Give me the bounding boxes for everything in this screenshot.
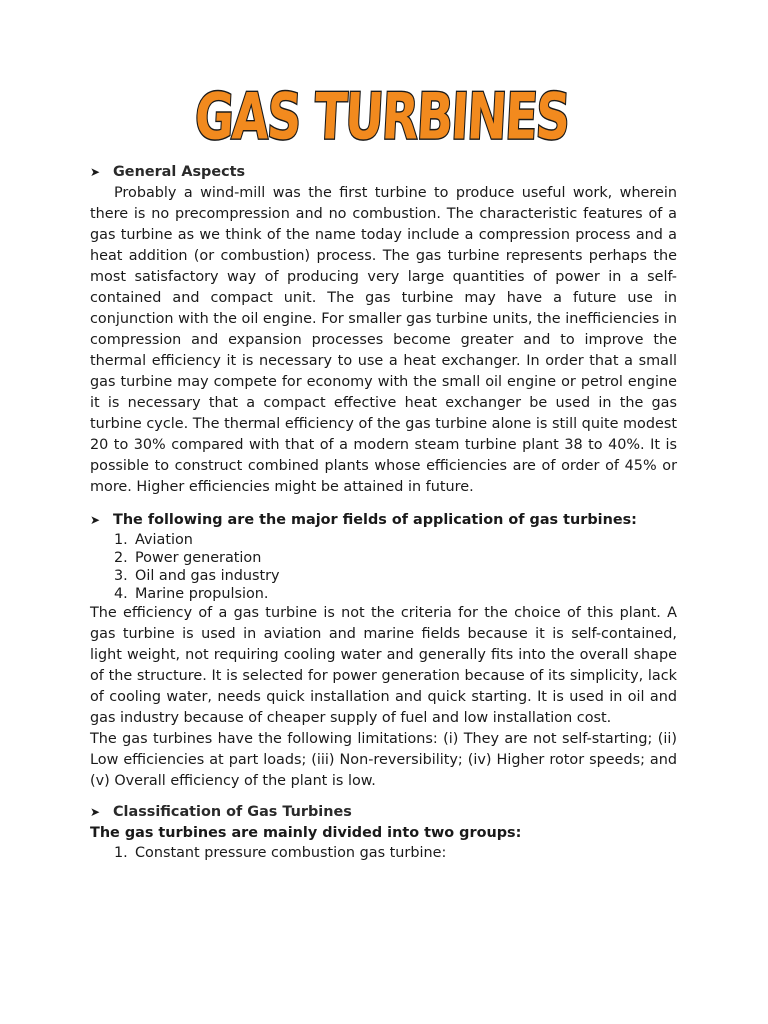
arrow-bullet-icon: ➤ [90,165,101,179]
section-heading-classification [90,802,677,823]
arrow-bullet-icon: ➤ [90,513,101,527]
list-number: 1. [114,845,128,861]
section-heading-applications [90,510,677,531]
paragraph-general-aspects: Probably a wind-mill was the first turbine to produce useful work, wherein there is no precompression and no combustion. The characteristic features of a gas turbine as we think of the name today include a compression process and a heat addition (or combustion) process. The gas turbine represents perhaps the most satisfactory way of producing very large quantities of power in a self-contained and compact unit. The gas turbine may have a future use in conjunction with the oil engine. For smaller gas turbine units, the inefficiencies in compression and expansion processes become greater and to improve the thermal efficiency it is necessary to use a heat exchanger. In order that a small gas turbine may compete for economy with the small oil engine or petrol engine it is necessary that a compact effective heat exchanger be used in the gas turbine cycle. The thermal efficiency of the gas turbine alone is still quite modest 20 to 30% compared with that of a modern steam turbine plant 38 to 40%. It is possible to construct combined plants whose efficiencies are of order of 45% or more. Higher efficiencies might be attained in future. [90,185,677,495]
list-item-text: Constant pressure combustion gas turbine: [135,845,447,861]
section-heading-general [90,162,677,183]
classification-list [90,844,677,862]
list-number: 4. [114,586,128,602]
paragraph-efficiency: The efficiency of a gas turbine is not the criteria for the choice of this plant. A gas turbine is used in aviation and marine fields because it is self-contained, light weight, not requiring cooling water and generally fits into the overall shape of the structure. It is selected for power generation because of its simplicity, lack of cooling water, needs quick installation and quick starting. It is used in oil and gas industry because of cheaper supply of fuel and low installation cost. [90,605,677,726]
section-heading-text: The following are the major fields of application of gas turbines: [113,512,637,528]
list-item [90,567,677,585]
applications-list [90,531,677,603]
list-item-text: Power generation [135,550,262,566]
section-heading-text: General Aspects [113,164,246,180]
page-title-text: GAS TURBINES [193,80,571,155]
list-item-text: Marine propulsion. [135,586,269,602]
list-number: 2. [114,550,128,566]
arrow-bullet-icon: ➤ [90,805,101,819]
list-item [90,844,677,862]
list-item-text: Oil and gas industry [135,568,280,584]
list-item [90,585,677,603]
title-banner [0,80,768,156]
list-item [90,549,677,567]
paragraph-limitations: The gas turbines have the following limitations: (i) They are not self-starting; (ii) Low efficiencies at part loads; (iii) Non-reversibility; (iv) Higher rotor speeds; and (v) Overall efficiency of the plant is low. [90,731,677,789]
document-body [90,162,677,862]
list-item-text: Aviation [135,532,193,548]
list-number: 1. [114,532,128,548]
list-item [90,531,677,549]
list-number: 3. [114,568,128,584]
page-title [193,80,571,155]
classification-subheading: The gas turbines are mainly divided into two groups: [90,825,522,841]
section-heading-text: Classification of Gas Turbines [113,804,352,820]
